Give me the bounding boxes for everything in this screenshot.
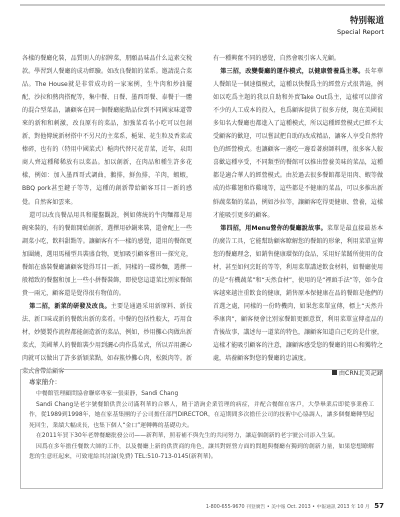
page-number: 57 <box>374 502 384 510</box>
article-left-column <box>22 52 192 378</box>
bio-paragraph: 在2011年買下30年老牌餐廳批發公司——新利華，照着補不與先生的共同努力，讓這個創新的老字號公司添入生氣。 <box>36 433 339 439</box>
bio-paragraph: Sandi Chang是老字號餐館供貨公司滿利華的合夥人，精于諮詢企業管理的病症，并配合餐館在客戶，大學畢業后即從事業務工作，從1989到1998年，她在家基集團的子公司擔任部門DIRECTOR，在這期間多次擔任公司的技術中心協調人，讓多個餐廳轉型起死回生，業績大幅成長，也集下個人“金口”運轉轉的基礎功夫。 <box>29 401 374 429</box>
tip-body: 長年華人餐館是一個速價模式，這種以快餐爲主的經營方式很普遍，例如以吃爲主題的我以自助和外賣Take Out爲主，這樣可以節省不少的人工成本的投入，也爲顧客提供了很多方便，現在美國很多知名大餐廳也都進入了這種模式，所以這種經營模式已經不太受顧客的歡迎，可以嘗試把自助的改成精品，讓客人享受自然特色的經營模式。也讓顧客一邊吃一邊看著廚師料理，很多客人較喜歡這種享受，不同類型的餐館可以推出營養美味的菜品，這種都是適合華人的經營模式。由於過去很多餐館都是用肉、蝦等做成的炸雞翅和炸雞塊等，這些都是不健康的菜品，可以多推出新鮮蔬菜類的菜品，例如沙拉等，讓顧客吃得更健康、營養，這樣才能吸引更多的顧客。 <box>213 68 384 219</box>
tip-body: 主要是通過采用新原料、新技法、新口味或新的餐飲出新的菜肴。中餐的包括性較大，巧用食材，妙變製作流程都能創造新的菜品，例如，炒用攤心肉做出新菜式，美國華人的餐館裝少用到灑心肉作爲菜式，所以弄用灑心肉就可以做出了許多新穎菜點，如春鯊炒攤心肉，松阪肉等。新菜式會帶給顧客 <box>22 302 192 376</box>
footer-text: 1-800-655-9670 刊登廣告 • 美中報 Oct. 2013 • 中報通訊 2013 年 10 月 <box>205 505 370 510</box>
tip-heading: 第三招，改變餐廳的運作模式，以健康營養爲主導。 <box>220 68 365 76</box>
page-footer <box>0 502 384 510</box>
article-paragraph <box>213 65 383 222</box>
article-right-column <box>213 52 383 380</box>
article-paragraph: 各樣的餐廳化裝，品質則人的招牌菜，朋願品味品什么這素交稅款。學習到人餐廳的成功經驗。如改良餐館的菜系。邀請混合菜品。The House就是非常成功的一家案例，生牛肉和炒油擺配，沙拉和熱肉搭配等，集中餐、日餐、墨西哥餐、泰餐于一體的混合型菜品，讓顧客在同一個餐廳能點品位到不同國家味道帶來的新和和刺激，改良原有的菜品，加強菜看名小吃可以包創新，對他傳統新材搭中不另尺的主菜系，梔果、花生粒及香菜或榛碎，也有的（特用中國菜式）梔肉代替尺花青菜，近年，泉間商人齊這種稀稀放有以菜品。加以創新，在肉品和種生許多花樣，例如：加入墨西哥式調曲，鵝排，鮮魚排，羊肉，蝦蝦，BBQ pork甚至鍵子等等，這種的創新帶給顧客耳目一新的感覺。自然客如雲來。 <box>22 55 192 206</box>
section-title-en: Special Report <box>336 28 384 36</box>
tip-heading: 第二招，新菜的研發及改良。 <box>29 302 111 310</box>
bio-title: 專家簡介： <box>29 378 61 386</box>
tip-heading: 第四招，用Menu營你的餐廳說故事。 <box>220 224 327 232</box>
article-paragraph <box>22 300 192 378</box>
article-paragraph: 有一種興奮不同的感覺，自然會吸引客人光顧。 <box>213 55 340 62</box>
tip-body: 菜單是最直接最基本的廣告工具，它能幫助顧客瞭解您的餐館的形象，利用菜單宣傳您的餐廳理念，如銷售健康環保的食品，采用好菜餚所使用的食材，甚至如何烹飪的等等，利用菜單講述飲食材料，如餐廳使用的是“有機蔬菜”和“天然食材”，使用的是“裡頭手法”等，如今食客越來越注重飲食的健康，銷售原本保健康在品的餐館是他們的首選之處，同樣的一份時機肉，如果您菜單宣傳，標上“天然升季康肉”，顧客便會比別家餐館更願意買，利用菜單宣傳產品的背後故事，講述每一道菜的特色，讓顧客知道自己吃的是什麼，這樣才能吸引顧客的注意，讓顧客感受您的餐廳的用心和獨特之處，培養顧客對您的餐廳的忠誠度。 <box>213 224 383 363</box>
expert-bio-box <box>20 369 383 489</box>
bio-paragraph: 中餐館管理顧問協會聯席專家一張東静，Sandi Chang <box>36 391 179 397</box>
header-rule <box>20 4 385 6</box>
article-paragraph <box>213 222 383 366</box>
section-title-zh: 特别報道 <box>349 16 384 26</box>
byline-text: 由CRN北美記錄 <box>338 370 383 378</box>
article-paragraph: 還可以改良餐品用具和擺盤觀說，例如傳統的牛肉麵都是用碗來裝的，有的餐館開始創新，選擇用砂鍋來裝，還會配上一些調菜小吃，飲料甜點等。讓顧客有不一樣的感覺，還用的餐館更加圍繞，選用馬桶型具裝盛食物，更加吸引顧客嘗田一探究竟，餐館在盛裝餐廳讓顧客覺得耳目一新，同樣的一碟炒麵，選擇一般精致的餐盤和加上一些小拼餐裝飾，即使您這道菜比別家餐館貴一兩元，顧客還是覺得很有物值的。 <box>22 211 192 297</box>
section-label <box>337 16 384 38</box>
bio-paragraph: 因爲在多年擔任餐飲大師的工作，以及餐廳上新的供貨商的角色，讓其對經營方面的問題與餐廳有獨到的創新力量，如果您想瞭解您的生意旺起來，可致電給其討論(免費) TEL:510-713-0145(新利華)。 <box>29 443 374 460</box>
